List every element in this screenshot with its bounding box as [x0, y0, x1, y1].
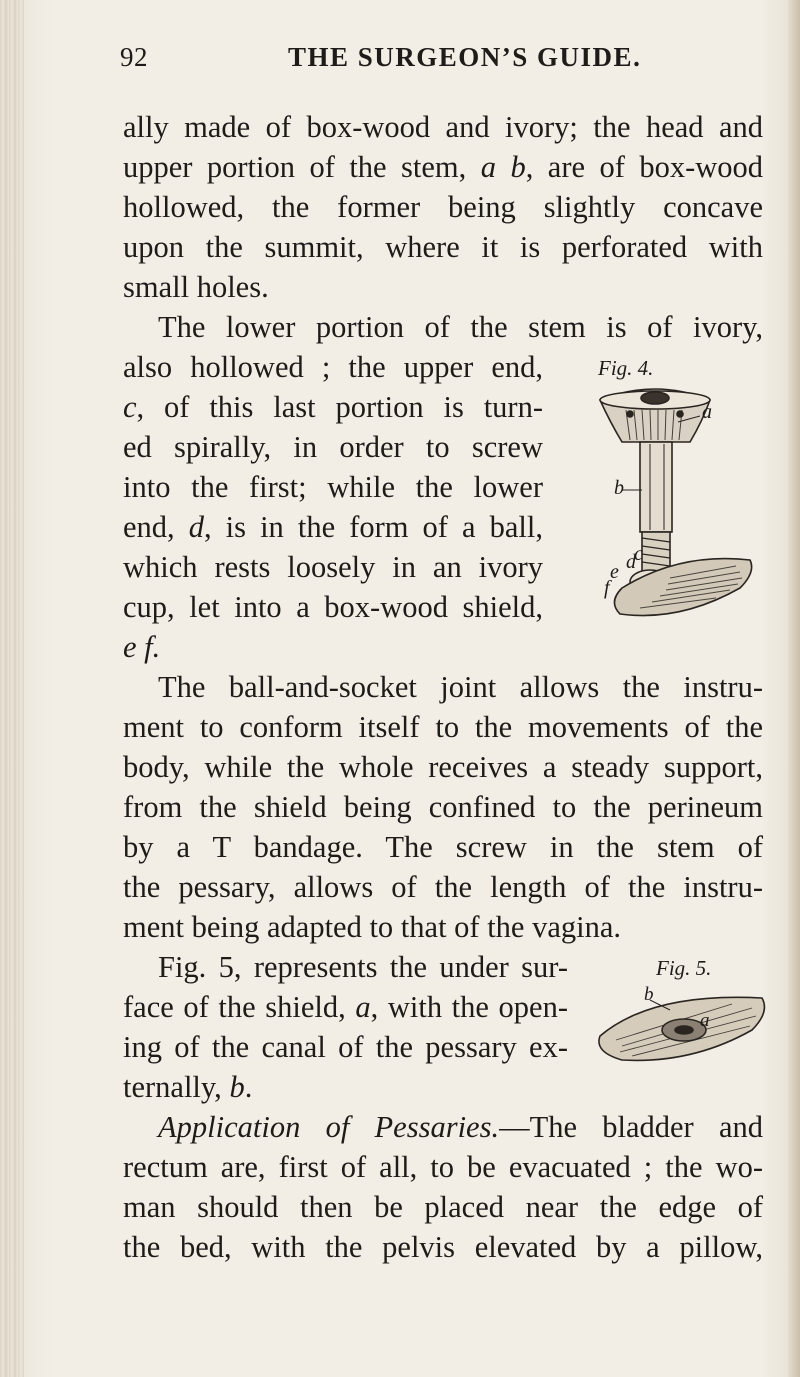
text-line: man should then be placed near the edge of	[123, 1190, 763, 1224]
text-line: ment being adapted to that of the vagina.	[123, 910, 622, 944]
text-line: body, while the whole receives a steady support,	[123, 750, 763, 784]
text-line: also hollowed ; the upper end,	[123, 350, 543, 384]
text-line: The ball-and-socket joint allows the instru-	[158, 670, 763, 704]
page-binding-edge	[0, 0, 24, 1377]
text-line: The lower portion of the stem is of ivory,	[158, 310, 763, 344]
text-line: upper portion of the stem, a b, are of box-wood	[123, 150, 764, 184]
text-line: ally made of box-wood and ivory; the head and	[123, 110, 763, 144]
text-line: end, d, is in the form of a ball,	[123, 510, 543, 544]
text-line: small holes.	[123, 270, 269, 304]
text-line: ing of the canal of the pessary ex-	[123, 1030, 568, 1064]
text-line: hollowed, the former being slightly concave	[123, 190, 763, 224]
figure-4-letter-f: f	[604, 577, 610, 599]
text-line: into the first; while the lower	[123, 470, 543, 504]
text-line: face of the shield, a, with the open-	[123, 990, 568, 1024]
figure-4-pessary-illustration	[560, 382, 770, 627]
text-line: Fig. 5, represents the under sur-	[158, 950, 568, 984]
figure-5-shield-illustration	[592, 986, 777, 1066]
text-line: rectum are, first of all, to be evacuated ; the wo-	[123, 1150, 763, 1184]
figure-4-label: Fig. 4.	[598, 356, 654, 380]
text-line: ment to conform itself to the movements of the	[123, 710, 763, 744]
figure-4-letter-a: a	[702, 401, 712, 423]
text-line: upon the summit, where it is perforated with	[123, 230, 763, 264]
figure-5-letter-a: a	[700, 1010, 710, 1031]
text-line: which rests loosely in an ivory	[123, 550, 543, 584]
text-line: ternally, b.	[123, 1070, 253, 1104]
text-line: Application of Pessaries.—The bladder and	[158, 1110, 763, 1144]
figure-5-label: Fig. 5.	[656, 956, 712, 980]
page-header	[120, 42, 780, 78]
figure-4-letter-c: c	[634, 543, 643, 565]
text-line: ed spirally, in order to screw	[123, 430, 543, 464]
page-right-edge	[788, 0, 800, 1377]
figure-5-letter-b: b	[644, 986, 654, 1005]
figure-4-letter-e: e	[610, 561, 619, 583]
running-title: THE SURGEON’S GUIDE.	[288, 42, 642, 72]
page-number: 92	[120, 42, 148, 72]
text-line: the bed, with the pelvis elevated by a pillow,	[123, 1230, 763, 1264]
figure-4-letter-b: b	[614, 477, 624, 499]
text-line: by a T bandage. The screw in the stem of	[123, 830, 763, 864]
text-line: the pessary, allows of the length of the instru-	[123, 870, 763, 904]
text-line: from the shield being confined to the perineum	[123, 790, 763, 824]
text-line: e f.	[123, 630, 161, 664]
figure-4-letter-d: d	[626, 551, 636, 573]
text-line: cup, let into a box-wood shield,	[123, 590, 543, 624]
text-line: c, of this last portion is turn-	[123, 390, 543, 424]
